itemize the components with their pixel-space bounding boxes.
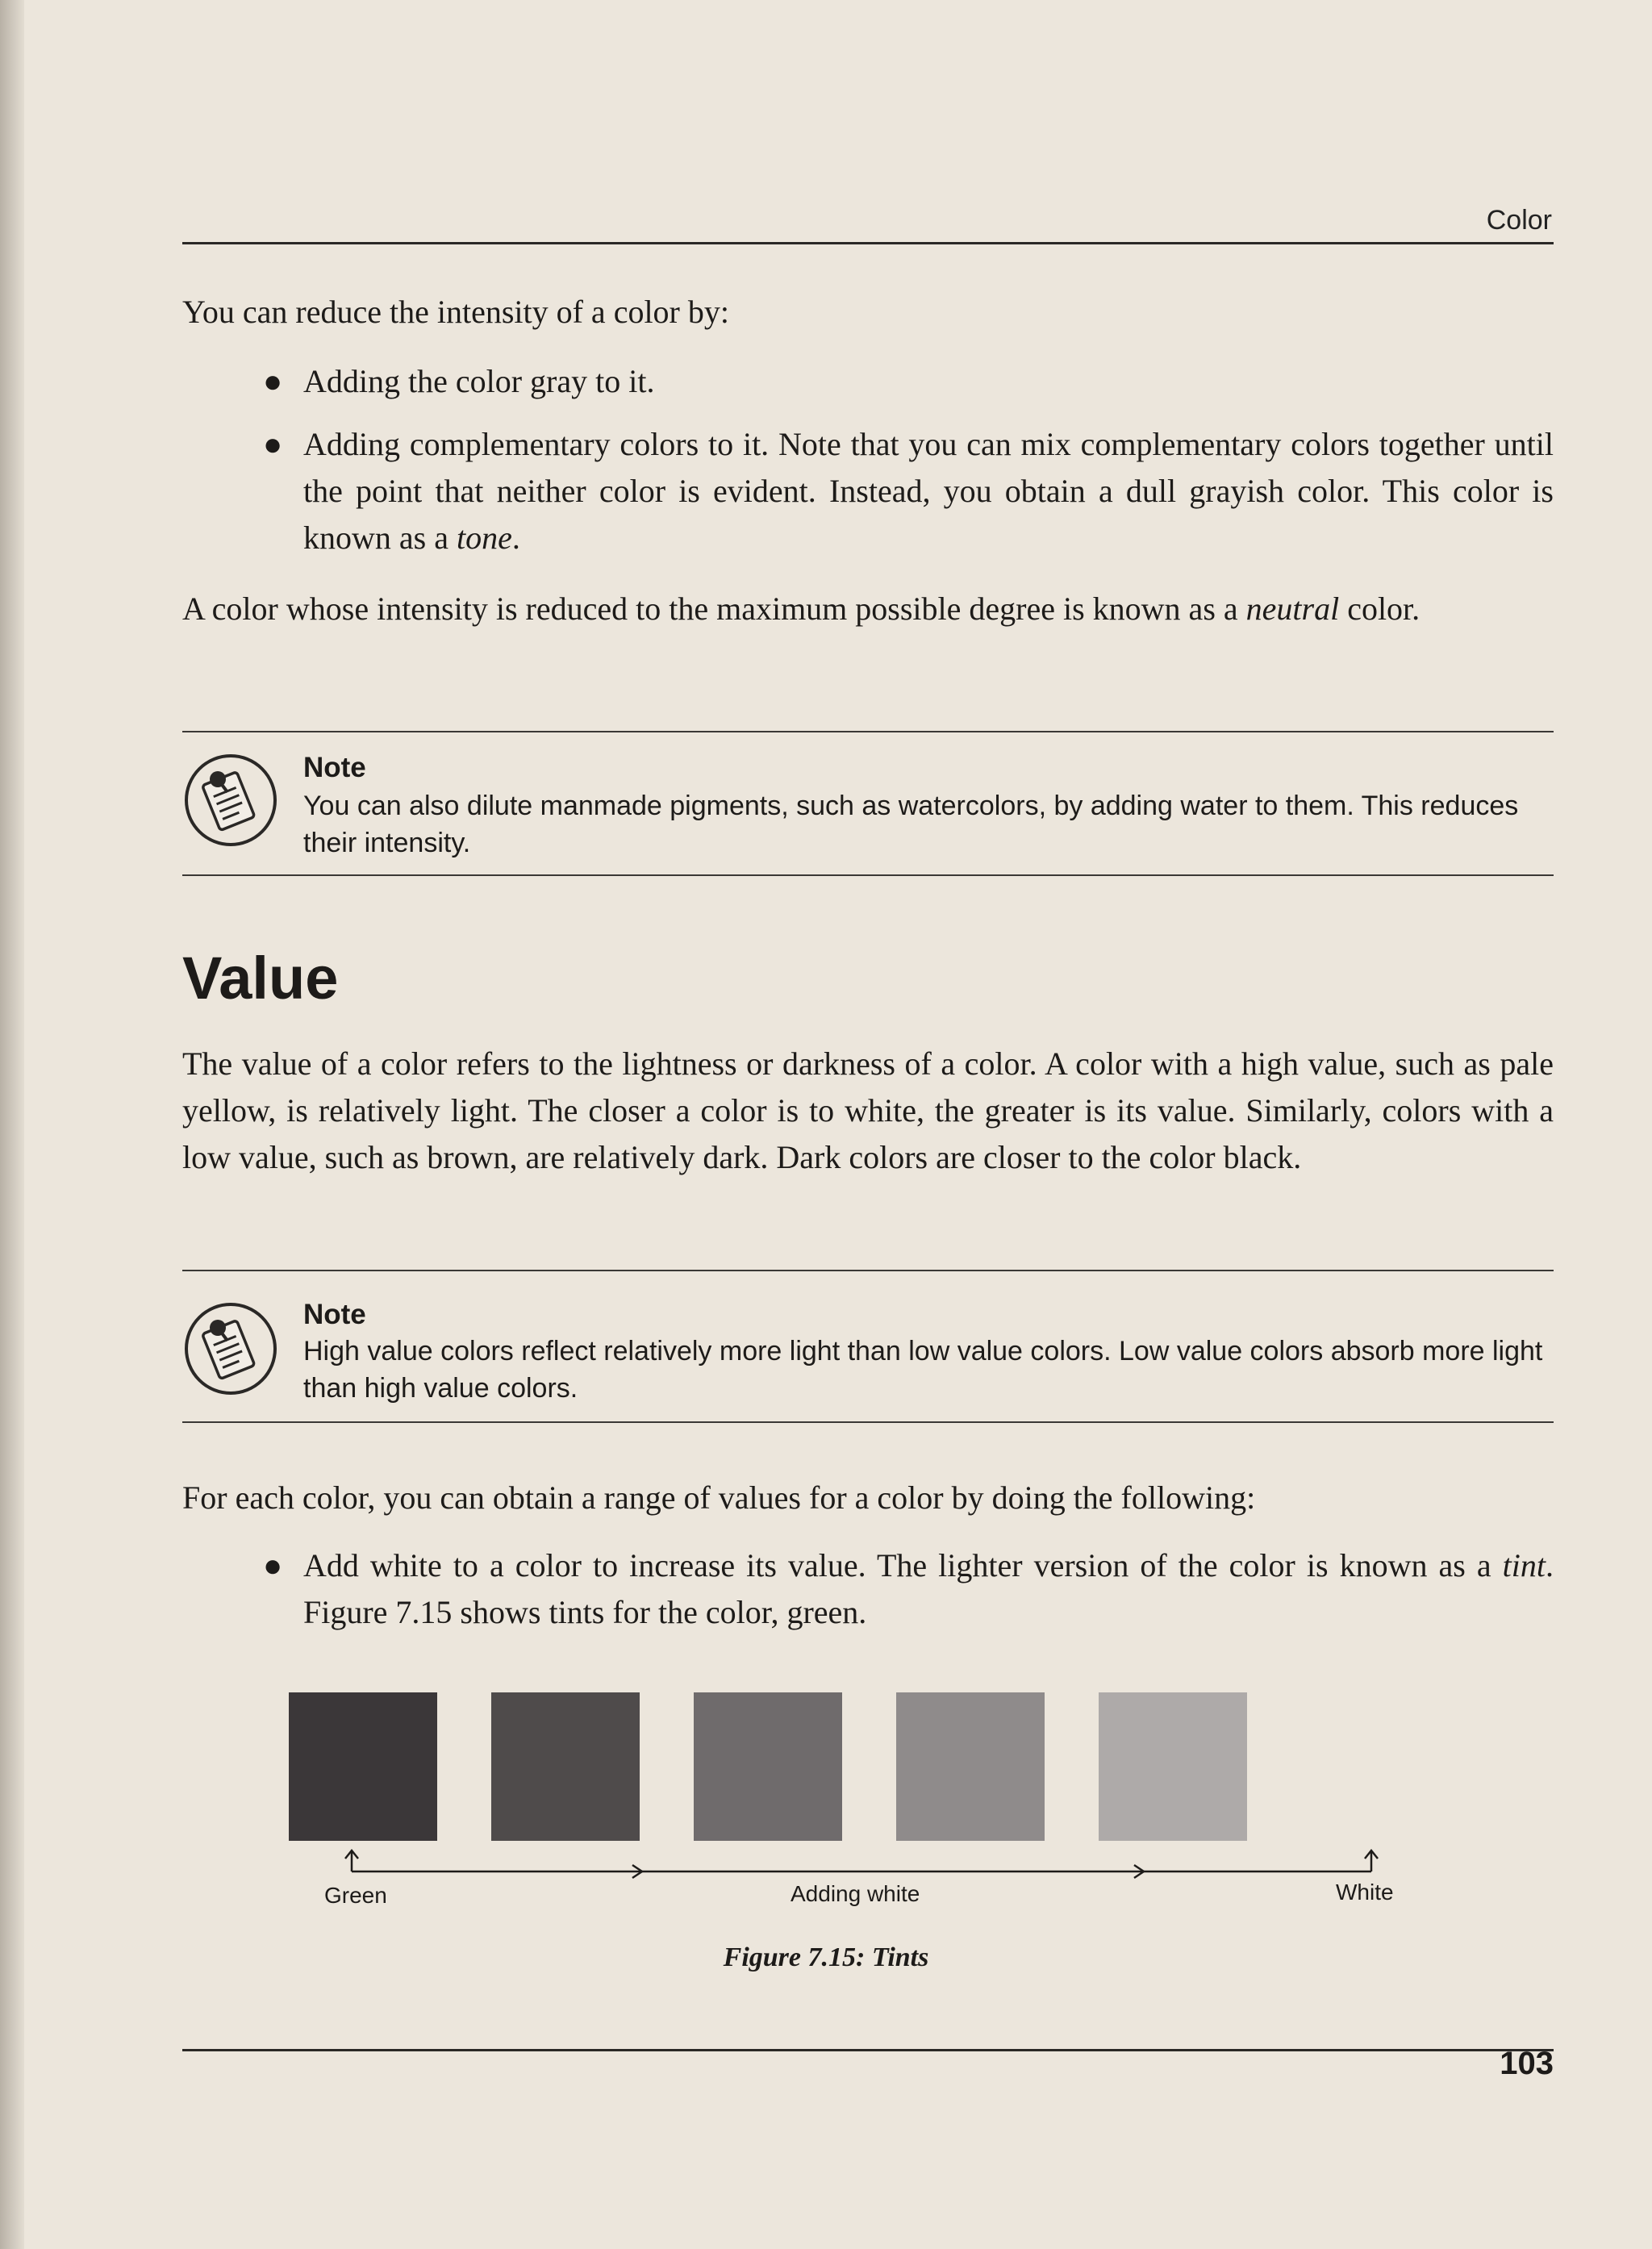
term-tint: tint xyxy=(1502,1547,1546,1583)
bullet-complementary-text: Adding complementary colors to it. Note that you can mix complementary colors together until the point that neither color is evident. Instead, you obtain a dull grayish color. This color is known as a xyxy=(303,426,1554,556)
label-white: White xyxy=(1336,1880,1394,1905)
tint-swatch-1 xyxy=(289,1692,437,1841)
term-neutral: neutral xyxy=(1245,590,1340,627)
note1-title: Note xyxy=(303,752,366,783)
note2-text: High value colors reflect relatively more light than low value colors. Low value colors absorb more light than high value colors. xyxy=(303,1336,1543,1404)
page-spine-shadow xyxy=(0,0,24,2249)
bullet-tint-end: . Figure 7.15 shows tints for the color, green. xyxy=(303,1547,1554,1630)
bullet-gray xyxy=(263,358,1554,405)
range-lead: For each color, you can obtain a range of values for a color by doing the following: xyxy=(182,1479,1256,1516)
note1-text: You can also dilute manmade pigments, such as watercolors, by adding water to them. This reduces their intensity. xyxy=(303,791,1519,858)
neutral-text: A color whose intensity is reduced to the maximum possible degree is known as a xyxy=(182,590,1246,627)
note2-bottom-rule xyxy=(182,1421,1554,1423)
label-adding-white: Adding white xyxy=(791,1881,920,1906)
page-number: 103 xyxy=(1500,2046,1554,2081)
bullet-dot: ● xyxy=(263,426,283,462)
bullet-tint-text: Add white to a color to increase its value. The lighter version of the color is known as a xyxy=(303,1547,1503,1583)
note1-bottom-rule xyxy=(182,874,1554,876)
bullet-dot: ● xyxy=(263,363,283,399)
bullet-gray-text: Adding the color gray to it. xyxy=(303,363,655,399)
note2-top-rule xyxy=(182,1270,1554,1271)
neutral-end: color. xyxy=(1339,590,1420,627)
neutral-paragraph xyxy=(182,586,1554,632)
tint-swatch-4 xyxy=(896,1692,1045,1841)
label-green: Green xyxy=(324,1883,387,1908)
note1-top-rule xyxy=(182,731,1554,732)
bullet-dot: ● xyxy=(263,1547,283,1583)
value-paragraph: The value of a color refers to the lightness or darkness of a color. A color with a high value, such as pale yellow, is relatively light. The closer a color is to white, the greater is its value. Similarly, colors with a low value, such as brown, are relatively dark. Dark colors are closer to the color black. xyxy=(182,1045,1554,1175)
note-pin-icon xyxy=(182,1300,279,1397)
figure-caption: Figure 7.15: Tints xyxy=(723,1942,929,1972)
intro-lead: You can reduce the intensity of a color by: xyxy=(182,294,729,330)
note2-title: Note xyxy=(303,1299,366,1330)
tint-swatch-3 xyxy=(694,1692,842,1841)
tint-swatch-5 xyxy=(1099,1692,1247,1841)
running-header: Color xyxy=(1486,205,1552,236)
section-heading-value: Value xyxy=(182,945,339,1012)
term-tone: tone xyxy=(456,519,512,556)
bullet-complementary xyxy=(263,421,1554,561)
note-pin-icon xyxy=(182,752,279,849)
footer-rule xyxy=(182,2049,1554,2051)
bullet-tint xyxy=(263,1542,1554,1636)
tint-swatch-2 xyxy=(491,1692,640,1841)
bullet-complementary-end: . xyxy=(511,519,520,556)
header-rule xyxy=(182,242,1554,244)
